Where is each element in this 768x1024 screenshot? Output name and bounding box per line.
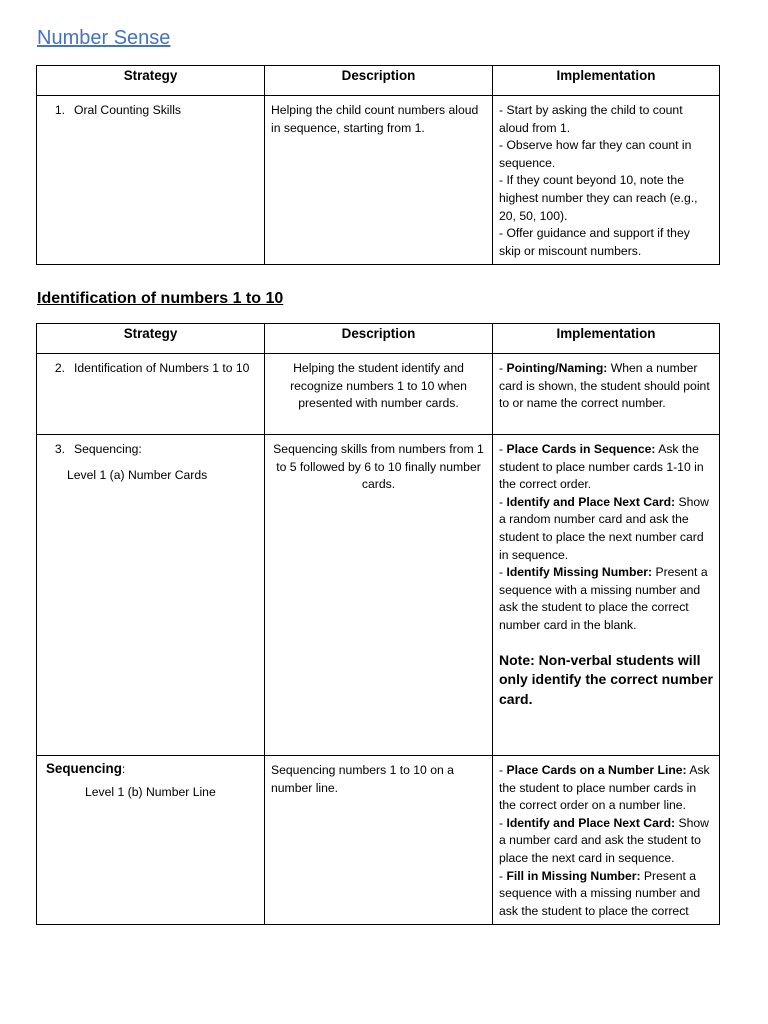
strategy-text: Sequencing: — [74, 442, 142, 456]
description-cell: Sequencing skills from numbers from 1 to 5 followed by 6 to 10 finally number cards. — [265, 435, 493, 756]
level-label: Level 1 (a) Number Cards — [67, 467, 208, 482]
header-strategy: Strategy — [37, 66, 265, 96]
impl-bold: Identify and Place Next Card: — [506, 494, 676, 509]
header-implementation: Implementation — [493, 324, 720, 354]
header-implementation: Implementation — [493, 66, 720, 96]
impl-text: Ask the student to place number cards in the correct order on a number line. — [499, 763, 710, 813]
header-description: Description — [265, 324, 493, 354]
note-text: : Non-verbal students will only identify the correct number card. — [499, 651, 713, 707]
impl-bold: Pointing/Naming: — [506, 361, 608, 375]
strategy-cell — [37, 756, 265, 925]
level-label: Level 1 (b) Number Line — [85, 784, 216, 799]
impl-bold: Place Cards in Sequence: — [506, 442, 656, 456]
identification-table — [36, 323, 720, 925]
impl-bold: Identify and Place Next Card: — [506, 815, 676, 830]
row-number: 3. — [54, 442, 65, 456]
impl-line: - Start by asking the child to count aloud from 1. — [499, 103, 683, 135]
section-title: Identification of numbers 1 to 10 — [37, 290, 284, 307]
strategy-text: Sequencing — [46, 761, 122, 776]
description-cell: Helping the student identify and recognize numbers 1 to 10 when presented with number cards. — [265, 354, 493, 435]
impl-line: - Offer guidance and support if they skip or miscount numbers. — [499, 226, 690, 258]
header-strategy: Strategy — [37, 324, 265, 354]
impl-line: - If they count beyond 10, note the highest number they can reach (e.g., 20, 50, 100). — [499, 173, 698, 223]
implementation-cell: - Place Cards in Sequence: Ask the student to place number cards 1-10 in the correct order. - Identify and Place Next Card: Show a random number card and ask the student to place the next number card in sequence. - Identify Missing Number: Present a sequence with a missing number and ask the student to place the correct number card in the blank. Note: Non-verbal students will only identify the correct number card. — [493, 435, 720, 756]
description-cell: Sequencing numbers 1 to 10 on a number line. — [265, 756, 493, 925]
impl-text: Present a sequence with a missing number and ask the student to place the correct number card in the blank. — [499, 565, 708, 632]
impl-text: Ask the student to place number cards 1-10 in the correct order. — [499, 442, 704, 492]
impl-bold: Fill in Missing Number: — [506, 868, 641, 883]
description-cell: Helping the child count numbers aloud in sequence, starting from 1. — [265, 96, 493, 265]
impl-text: When a number card is shown, the student should point to or name the correct number. — [499, 361, 710, 411]
note-label: Note — [499, 651, 531, 668]
impl-bold: Identify Missing Number: — [506, 565, 653, 580]
header-description: Description — [265, 66, 493, 96]
impl-text: Show a number card and ask the student to place the next card in sequence. — [499, 815, 709, 865]
oral-counting-table — [36, 65, 720, 265]
implementation-cell: - Place Cards on a Number Line: Ask the student to place number cards in the correct order on a number line. - Identify and Place Next Card: Show a number card and ask the student to place the next card in sequence. - Fill in Missing Number: Present a sequence with a missing number and ask the student to place the correct — [493, 756, 720, 925]
strategy-cell — [37, 96, 265, 265]
strategy-cell — [37, 354, 265, 435]
note — [499, 651, 713, 710]
strategy-text: Oral Counting Skills — [74, 103, 182, 117]
page-title: Number Sense — [37, 27, 171, 49]
row-number: 1. — [54, 103, 65, 117]
strategy-text: Identification of Numbers 1 to 10 — [74, 361, 250, 375]
impl-text: Present a sequence with a missing number and ask the student to place the correct — [499, 868, 701, 918]
impl-bold: Place Cards on a Number Line: — [506, 763, 687, 777]
row-number: 2. — [54, 361, 65, 375]
strategy-suffix: : — [121, 762, 126, 776]
strategy-cell — [37, 435, 265, 756]
implementation-cell — [493, 96, 720, 265]
implementation-cell: - Pointing/Naming: When a number card is shown, the student should point to or name the correct number. — [493, 354, 720, 435]
impl-line: - Observe how far they can count in sequence. — [499, 138, 692, 170]
impl-text: Show a random number card and ask the student to place the next number card in sequence. — [499, 494, 709, 562]
